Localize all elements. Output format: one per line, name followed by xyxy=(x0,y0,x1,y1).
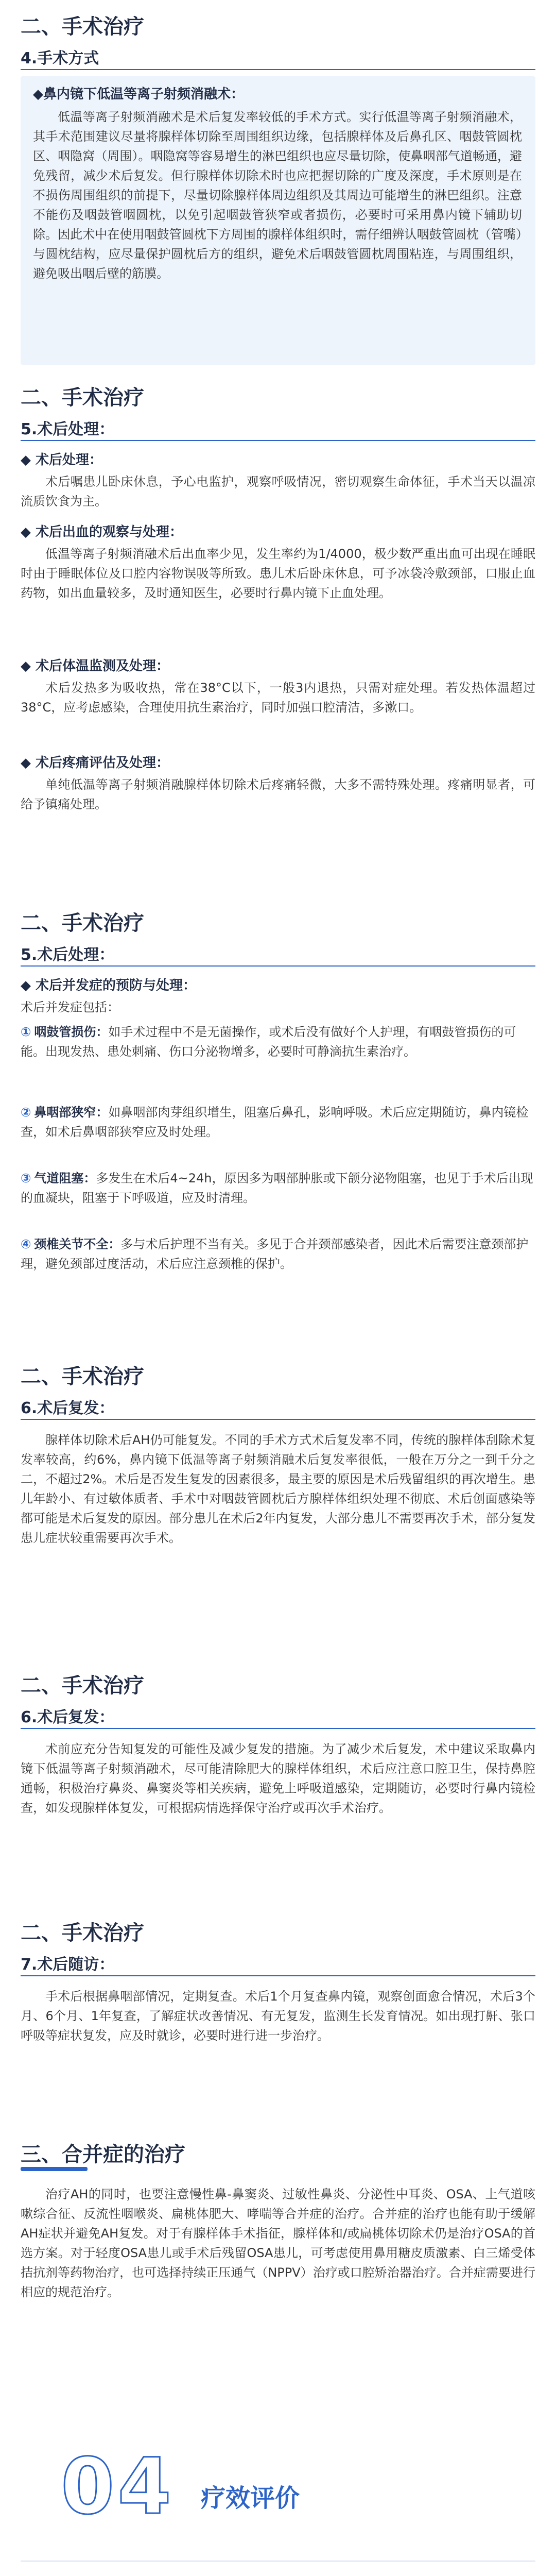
list-item xyxy=(21,1022,535,1061)
para-temperature: 术后发热多为吸收热，常在38°C以下，一般3内退热，只需对症处理。若发热体温超过38°C，应考虑感染，合理使用抗生素治疗，同时加强口腔清洁，多漱口。 xyxy=(21,681,535,715)
para-postop: 术后嘱患儿卧床休息，予心电监护，观察呼吸情况，密切观察生命体征，手术当天以温凉流质饮食为主。 xyxy=(21,474,535,509)
box-text: 低温等离子射频消融术是术后复发率较低的手术方式。实行低温等离子射频消融术，其手术范围建议尽量将腺样体切除至周围组织边缘，包括腺样体及后鼻孔区、咽鼓管圆枕区、咽隐窝（周围）。咽隐窝等容易增生的淋巴组织也应尽量切除，使鼻咽部气道畅通，避免残留，减少术后复发。但行腺样体切除术时也应把握切除的广度及深度，手术原则是在不损伤周围组织的前提下，尽量切除腺样体周边组织及其周边可能增生的淋巴组织。注意不能伤及咽鼓管咽圆枕，以免引起咽鼓管狭窄或者损伤，必要时可采用鼻内镜下辅助切除。因此术中在使用咽鼓管圆枕下方周围的腺样体组织时，需仔细辨认咽鼓管圆枕（管嘴）与圆枕结构，应尽量保护圆枕后方的组织，避免术后咽鼓管圆枕周围粘连，与周围组织，避免吸出咽后壁的筋膜。 xyxy=(33,110,522,281)
section-title: 二、手术治疗 xyxy=(21,911,144,935)
subsection-title: 5.术后处理： xyxy=(21,420,115,438)
section-postop-care xyxy=(0,371,556,896)
title-underline xyxy=(21,2167,88,2171)
section-title: 二、手术治疗 xyxy=(21,386,144,410)
section-title: 二、手术治疗 xyxy=(21,1674,144,1698)
chapter-number: 04 xyxy=(61,2442,175,2532)
divider xyxy=(21,1419,535,1420)
para-comorbidity: 治疗AH的同时，也要注意慢性鼻-鼻窦炎、过敏性鼻炎、分泌性中耳炎、OSA、上气道咳嗽综合征、反流性咽喉炎、扁桃体肥大、哮喘等合并症的治疗。合并症的治疗也能有助于缓解AH症状并避免AH复发。对于有腺样体手术指征，腺样体和/或扁桃体切除术仍是治疗OSA的首选方案。对于轻度OSA患儿或手术后残留OSA患儿，可考虑使用鼻用糖皮质激素、白三烯受体拮抗剂等药物治疗，也可选择持续正压通气（NPPV）治疗或口腔矫治器治疗。合并症需要进行相应的规范治疗。 xyxy=(21,2187,535,2299)
item-number: ③ xyxy=(21,1171,31,1185)
heading-complications: ◆ 术后并发症的预防与处理： xyxy=(21,978,197,993)
para-complications-intro: 术后并发症包括： xyxy=(21,1000,119,1014)
para-bleeding: 低温等离子射频消融术后出血率少见，发生率约为1/4000，极少数严重出血可出现在睡眠时由于睡眠体位及口腔内容物误吸等所致。患儿术后卧床休息，可予冰袋冷敷颈部，口服止血药物，如出血量较多，及时通知医生，必要时行鼻内镜下止血处理。 xyxy=(21,547,535,600)
para-followup: 手术后根据鼻咽部情况，定期复查。术后1个月复查鼻内镜，观察创面愈合情况，术后3个月、6个月、1年复查，了解症状改善情况、有无复发，监测生长发育情况。如出现打鼾、张口呼吸等症状复发，应及时就诊，必要时进行进一步治疗。 xyxy=(21,1989,535,2043)
box-heading: ◆鼻内镜下低温等离子射频消融术： xyxy=(33,87,244,102)
section-title: 三、合并症的治疗 xyxy=(21,2143,185,2166)
heading-temperature: ◆ 术后体温监测及处理： xyxy=(21,658,170,674)
section-title: 二、手术治疗 xyxy=(21,1365,144,1388)
subsection-title: 7.术后随访： xyxy=(21,1956,115,1974)
divider xyxy=(21,965,535,967)
heading-pain: ◆ 术后疼痛评估及处理： xyxy=(21,755,170,771)
section-recurrence-prevention xyxy=(0,1659,556,1906)
divider xyxy=(21,2561,535,2562)
chapter-label: 疗效评价 xyxy=(201,2484,300,2513)
item-text: 多发生在术后4~24h，原因多为咽部肿胀或下颌分泌物阻塞，也见于手术后出现的血凝块，阻塞于下呼吸道，应及时清理。 xyxy=(21,1171,533,1205)
list-item xyxy=(21,1103,535,1142)
item-label: 颈椎关节不全： xyxy=(34,1237,121,1251)
item-number: ② xyxy=(21,1105,31,1120)
section-title: 二、手术治疗 xyxy=(21,15,144,39)
subsection-title: 4.手术方式 xyxy=(21,49,99,67)
section-title: 二、手术治疗 xyxy=(21,1921,144,1945)
heading-bleeding: ◆ 术后出血的观察与处理： xyxy=(21,524,183,540)
section-recurrence xyxy=(0,1350,556,1659)
section-comorbidity xyxy=(0,2123,556,2411)
item-text: 如手术过程中不是无菌操作，或术后没有做好个人护理，有咽鼓管损伤的可能。出现发热、患处刺痛、伤口分泌物增多，必要时可静滴抗生素治疗。 xyxy=(21,1025,516,1059)
section-divider-04 xyxy=(0,2411,556,2576)
divider xyxy=(21,440,535,441)
list-item xyxy=(21,1234,535,1274)
item-number: ④ xyxy=(21,1237,31,1251)
heading-postop: ◆ 术后处理： xyxy=(21,452,103,468)
subsection-title: 6.术后复发： xyxy=(21,1708,115,1726)
para-recurrence-prevention: 术前应充分告知复发的可能性及减少复发的措施。为了减少术后复发，术中建议采取鼻内镜下低温等离子射频消融术，尽可能清除肥大的腺样体组织，术后应注意口腔卫生，保持鼻腔通畅，积极治疗鼻炎、鼻窦炎等相关疾病，避免上呼吸道感染，定期随访，必要时行鼻内镜检查，如发现腺样体复发，可根据病情选择保守治疗或再次手术治疗。 xyxy=(21,1742,535,1815)
info-box xyxy=(21,76,535,365)
section-surgical-method xyxy=(0,0,556,371)
list-item xyxy=(21,1168,535,1208)
item-text: 多与术后护理不当有关。多见于合并颈部感染者，因此术后需要注意颈部护理，避免颈部过度活动，术后应注意颈椎的保护。 xyxy=(21,1237,529,1271)
item-label: 气道阻塞： xyxy=(34,1171,96,1185)
item-label: 咽鼓管损伤： xyxy=(34,1025,109,1039)
divider xyxy=(21,1728,535,1729)
para-recurrence: 腺样体切除术后AH仍可能复发。不同的手术方式术后复发率不同，传统的腺样体刮除术复发率较高，约6%，鼻内镜下低温等离子射频消融术后复发率很低，一般在万分之一到千分之二，不超过2%。术后是否发生复发的因素很多，最主要的原因是术后残留组织的再次增生。患儿年龄小、有过敏体质者、手术中对咽鼓管圆枕后方腺样体组织处理不彻底、术后创面感染等都可能是术后复发的原因。部分患儿在术后2年内复发，大部分患儿不需要再次手术，部分复发患儿症状较重需要再次手术。 xyxy=(21,1433,535,1545)
section-followup xyxy=(0,1906,556,2123)
para-pain: 单纯低温等离子射频消融腺样体切除术后疼痛轻微，大多不需特殊处理。疼痛明显者，可给予镇痛处理。 xyxy=(21,777,535,811)
item-text: 如鼻咽部肉芽组织增生，阻塞后鼻孔，影响呼吸。术后应定期随访，鼻内镜检查，如术后鼻咽部狭窄应及时处理。 xyxy=(21,1105,529,1139)
divider xyxy=(21,1975,535,1976)
item-number: ① xyxy=(21,1025,31,1039)
section-complications xyxy=(0,896,556,1350)
divider xyxy=(21,69,535,70)
subsection-title: 5.术后处理： xyxy=(21,946,115,964)
subsection-title: 6.术后复发： xyxy=(21,1399,115,1417)
item-label: 鼻咽部狭窄： xyxy=(34,1105,109,1120)
